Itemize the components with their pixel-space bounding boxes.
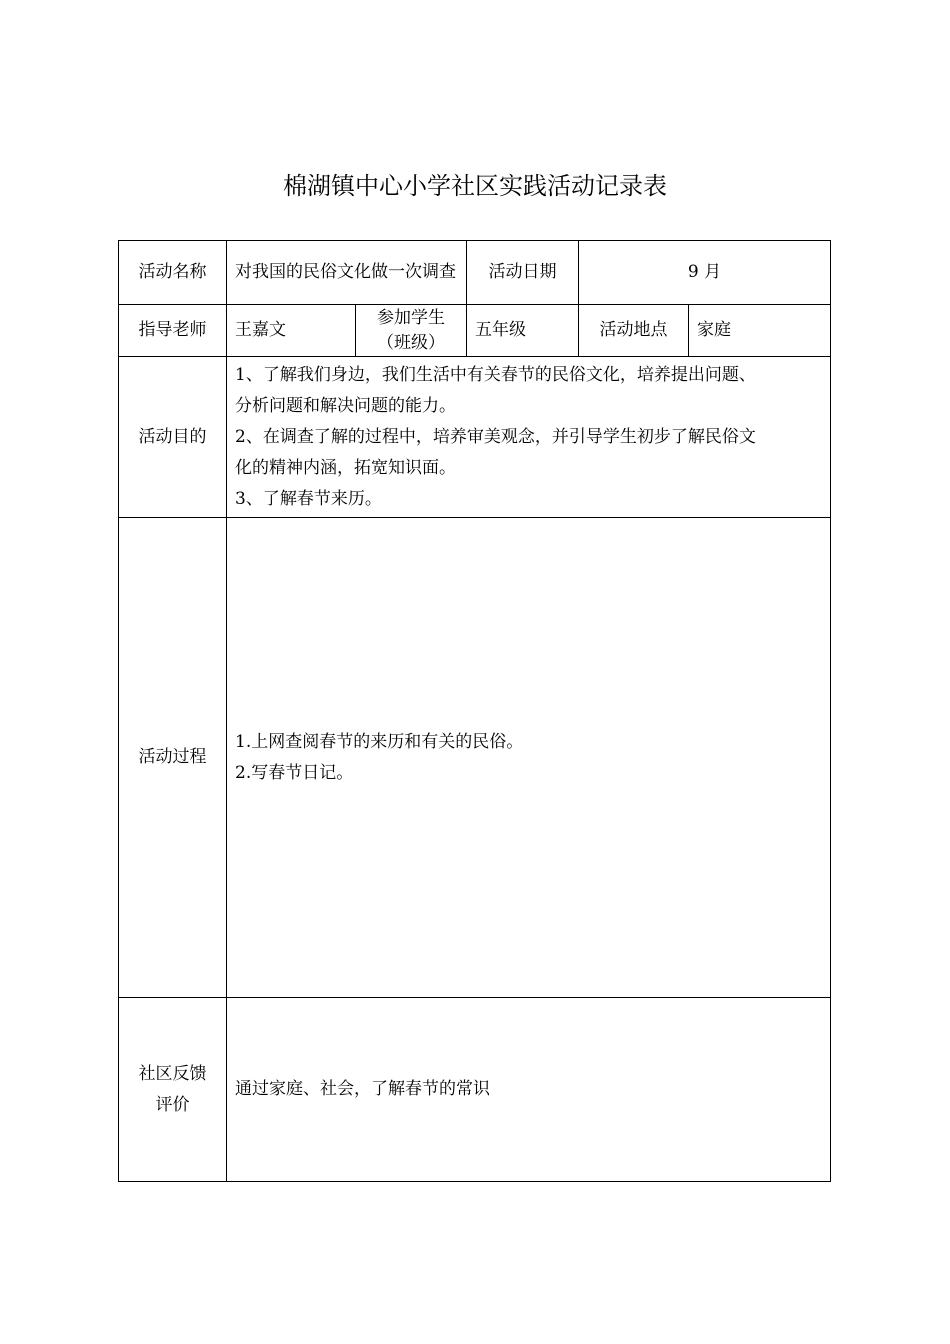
process-label: 活动过程 bbox=[119, 518, 227, 998]
process-line: 1.上网查阅春节的来历和有关的民俗。 bbox=[235, 731, 524, 752]
purpose-line: 分析问题和解决问题的能力。 bbox=[235, 395, 456, 416]
students-value: 五年级 bbox=[467, 305, 579, 357]
purpose-line: 1、了解我们身边，我们生活中有关春节的民俗文化，培养提出问题、 bbox=[235, 364, 756, 385]
teacher-label: 指导老师 bbox=[119, 305, 227, 357]
feedback-label bbox=[119, 998, 227, 1182]
activity-date-value: 9 月 bbox=[579, 241, 831, 305]
table-row bbox=[119, 998, 831, 1182]
purpose-line: 2、在调查了解的过程中，培养审美观念，并引导学生初步了解民俗文 bbox=[235, 426, 756, 447]
purpose-line: 化的精神内涵，拓宽知识面。 bbox=[235, 457, 456, 478]
students-label-line2: （班级） bbox=[377, 332, 445, 353]
feedback-label-line1: 社区反馈 bbox=[138, 1063, 207, 1084]
feedback-value: 通过家庭、社会，了解春节的常识 bbox=[227, 998, 831, 1182]
table-row bbox=[119, 305, 831, 357]
process-content bbox=[227, 518, 831, 998]
purpose-content bbox=[227, 357, 831, 518]
feedback-label-line2: 评价 bbox=[155, 1094, 190, 1115]
students-label-line1: 参加学生 bbox=[377, 307, 445, 328]
location-label: 活动地点 bbox=[579, 305, 689, 357]
activity-name-value: 对我国的民俗文化做一次调查 bbox=[227, 241, 467, 305]
process-line: 2.写春节日记。 bbox=[235, 762, 354, 783]
page-title: 棉湖镇中心小学社区实践活动记录表 bbox=[283, 172, 667, 200]
teacher-value: 王嘉文 bbox=[227, 305, 356, 357]
activity-name-label: 活动名称 bbox=[119, 241, 227, 305]
students-label bbox=[356, 305, 467, 357]
activity-record-table bbox=[118, 240, 831, 1182]
activity-date-label: 活动日期 bbox=[467, 241, 579, 305]
location-value: 家庭 bbox=[689, 305, 831, 357]
table-row bbox=[119, 518, 831, 998]
purpose-label: 活动目的 bbox=[119, 357, 227, 518]
table-row bbox=[119, 357, 831, 518]
table-row bbox=[119, 241, 831, 305]
purpose-line: 3、了解春节来历。 bbox=[235, 488, 382, 509]
